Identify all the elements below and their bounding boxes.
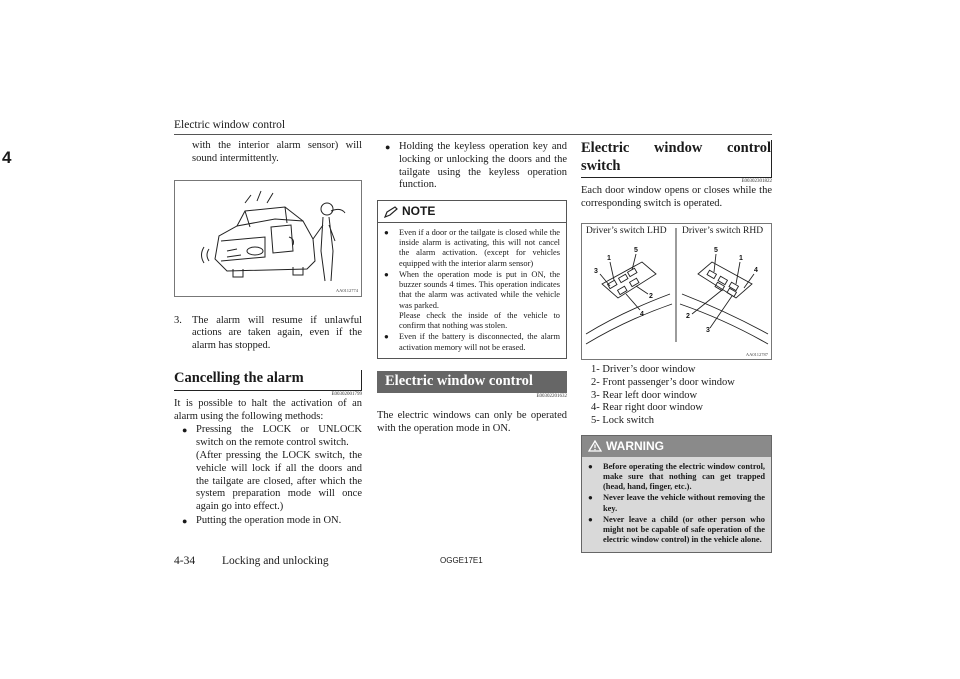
bullet-icon: ● <box>384 227 389 237</box>
footer-section-name: Locking and unlocking <box>222 555 329 567</box>
bullet-icon: ● <box>588 493 593 503</box>
bullet-icon: ● <box>384 332 389 342</box>
warning-label: WARNING <box>606 439 664 454</box>
switch-figure <box>581 223 772 360</box>
list-item: ● Holding the keyless operation key and locking or unlocking the doors and the tailgate using the keyless operation function. <box>385 141 567 191</box>
running-head-title: Electric window control <box>174 119 286 131</box>
numbered-item-3 <box>174 315 362 353</box>
note-pencil-icon <box>384 206 398 218</box>
bullet-icon: ● <box>588 461 593 471</box>
callout-rhd-3: 3 <box>706 327 710 335</box>
list-item: ● Even if a door or the tailgate is closed while the inside alarm is activating, this will not cancel the alarm activation. (except for vehicles equipped with the interior alarm sensor) <box>384 227 560 268</box>
list-item: ● Never leave a child (or other person who might not be capable of safe operation of the electric window control) in the vehicle alone. <box>588 514 765 545</box>
bullet-icon: ● <box>385 142 391 152</box>
bullet-icon: ● <box>588 514 593 524</box>
bullet-icon: ● <box>384 269 389 279</box>
warning-box <box>581 435 772 553</box>
page-number: 4-34 <box>174 555 196 567</box>
warning-header <box>582 436 771 457</box>
cancel-method-list <box>174 424 362 528</box>
column-middle <box>377 140 567 436</box>
column-left <box>174 140 362 528</box>
callout-rhd-5: 5 <box>714 247 718 255</box>
bullet-icon: ● <box>182 515 188 526</box>
note-header <box>378 201 566 223</box>
callout-lhd-2: 2 <box>649 293 653 301</box>
section-title-switch: Electric window control switch <box>581 140 772 178</box>
switch-panel-illustration <box>582 224 771 359</box>
parenthetical-note: (After pressing the LOCK switch, the vehicle will lock if all the doors and the tailgate are closed, after which the system preparation mode will once again go into effect.) <box>196 449 362 513</box>
section-code: E00302301822 <box>741 179 772 185</box>
bullet-icon: ● <box>182 425 188 436</box>
list-item: ● Before operating the electric window control, make sure that nothing can get trapped (head, hand, finger, etc.). <box>588 461 765 492</box>
list-item: ● Even if the battery is disconnected, the alarm activation memory will not be erased. <box>384 332 560 352</box>
item-text: The alarm will resume if unlawful actions are taken again, even if the alarm has stopped. <box>192 314 362 352</box>
header-rule <box>174 134 772 135</box>
list-item: ● Pressing the LOCK or UNLOCK switch on the remote control switch. (After pressing the LOCK switch, the vehicle will lock if all the doors and the tailgate are closed, after which the system preparation mode will once again go into effect.) <box>182 424 362 513</box>
warning-body <box>582 457 771 552</box>
list-item: 5- Lock switch <box>591 415 654 427</box>
list-item: ● When the operation mode is put in ON, the buzzer sounds 4 times. This operation indicates that the alarm was activated while the vehicle was parked. Please check the inside of the vehicle to confirm that nothing was stolen. <box>384 269 560 331</box>
callout-rhd-2: 2 <box>686 313 690 321</box>
list-item: 3- Rear left door window <box>591 389 698 401</box>
chapter-number: 4 <box>2 148 12 167</box>
note-check-text: Please check the inside of the vehicle to confirm that nothing was stolen. <box>399 310 560 331</box>
intro-text: Each door window opens or closes while the corresponding switch is operated. <box>581 185 772 210</box>
list-item: 1- Driver’s door window <box>591 364 696 376</box>
cancel-intro: It is possible to halt the activation of an alarm using the following methods: <box>174 397 362 422</box>
section-title-cancelling: Cancelling the alarm <box>174 370 362 391</box>
figure-code: AA0112787 <box>745 351 768 357</box>
callout-rhd-4: 4 <box>754 267 758 275</box>
footer-doc-code: OGGE17E1 <box>440 556 483 565</box>
alarm-figure <box>174 180 362 297</box>
callout-lhd-3: 3 <box>594 268 598 276</box>
figure-code: AA0112774 <box>335 288 358 294</box>
figure-label-lhd: Driver’s switch LHD <box>586 226 667 237</box>
note-body <box>378 223 566 358</box>
figure-label-rhd: Driver’s switch RHD <box>682 226 764 237</box>
section-banner-electric-window: Electric window control <box>377 371 567 393</box>
continued-text: with the interior alarm sensor) will sound intermittently. <box>192 140 362 164</box>
section-code: E00302001799 <box>331 391 362 397</box>
vehicle-alarm-illustration <box>175 181 361 296</box>
list-item: 2- Front passenger’s door window <box>591 376 735 388</box>
item-number: 3. <box>174 314 182 326</box>
warning-triangle-icon <box>588 440 602 452</box>
callout-legend <box>581 364 772 428</box>
section-code: E00302201632 <box>536 393 567 399</box>
column-right <box>581 140 772 553</box>
list-item: ● Never leave the vehicle without removing the key. <box>588 493 765 513</box>
callout-rhd-1: 1 <box>739 255 743 263</box>
list-item: ● Putting the operation mode in ON. <box>182 514 342 526</box>
list-item: 4- Rear right door window <box>591 402 703 414</box>
note-label: NOTE <box>402 204 436 219</box>
body-text: The electric windows can only be operated with the operation mode in ON. <box>377 409 567 434</box>
callout-lhd-1: 1 <box>607 255 611 263</box>
note-box <box>377 200 567 359</box>
callout-lhd-5: 5 <box>634 247 638 255</box>
callout-lhd-4: 4 <box>640 311 644 319</box>
